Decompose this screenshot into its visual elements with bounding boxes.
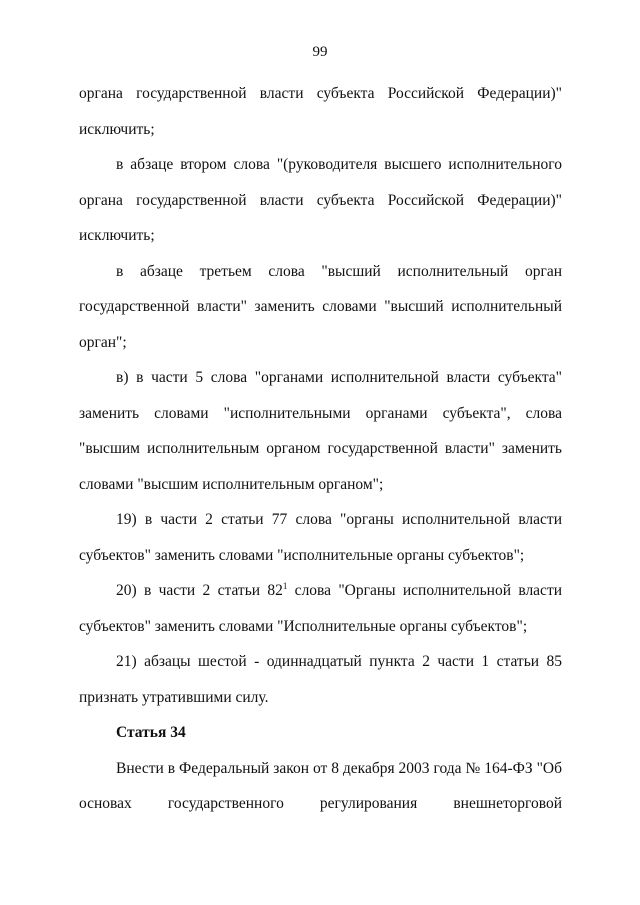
paragraph-item-20-end: слова "Органы исполнительной власти субъектов" заменить словами "Исполнительные органы субъектов"; [79,582,563,635]
paragraph-abzats-third: в абзаце третьем слова "высший исполнительный орган государственной власти" заменить словами "высший исполнительный орган"; [79,262,562,351]
superscript-index: 1 [282,581,288,591]
paragraph-item-20 [79,573,562,644]
paragraph-item-v: в) в части 5 слова "органами исполнительной власти субъекта" заменить словами "исполнительными органами субъекта", слова "высшим исполнительным органом государственной власти" заменить словами "высшим исполнительным органом"; [79,369,562,493]
paragraph-continuation: органа государственной власти субъекта Российской Федерации)" исключить; [79,85,562,138]
paragraph-item-20-start: 20) в части 2 статьи 82 [116,582,283,599]
article-text: Внести в Федеральный закон от 8 декабря 2003 года № 164-ФЗ "Об основах государственного регулирования внешнеторговой [79,759,562,812]
paragraph-item-21: 21) абзацы шестой - одиннадцатый пункта 2 части 1 статьи 85 признать утратившими силу. [79,653,562,706]
paragraph-abzats-second: в абзаце втором слова "(руководителя высшего исполнительного органа государственной власти субъекта Российской Федерации)" исключить; [79,156,562,244]
document-body [79,76,562,822]
article-heading: Статья 34 [116,724,186,741]
page-number: 99 [312,44,328,60]
paragraph-item-19: 19) в части 2 статьи 77 слова "органы исполнительной власти субъектов" заменить словами "исполнительные органы субъектов"; [79,511,562,564]
